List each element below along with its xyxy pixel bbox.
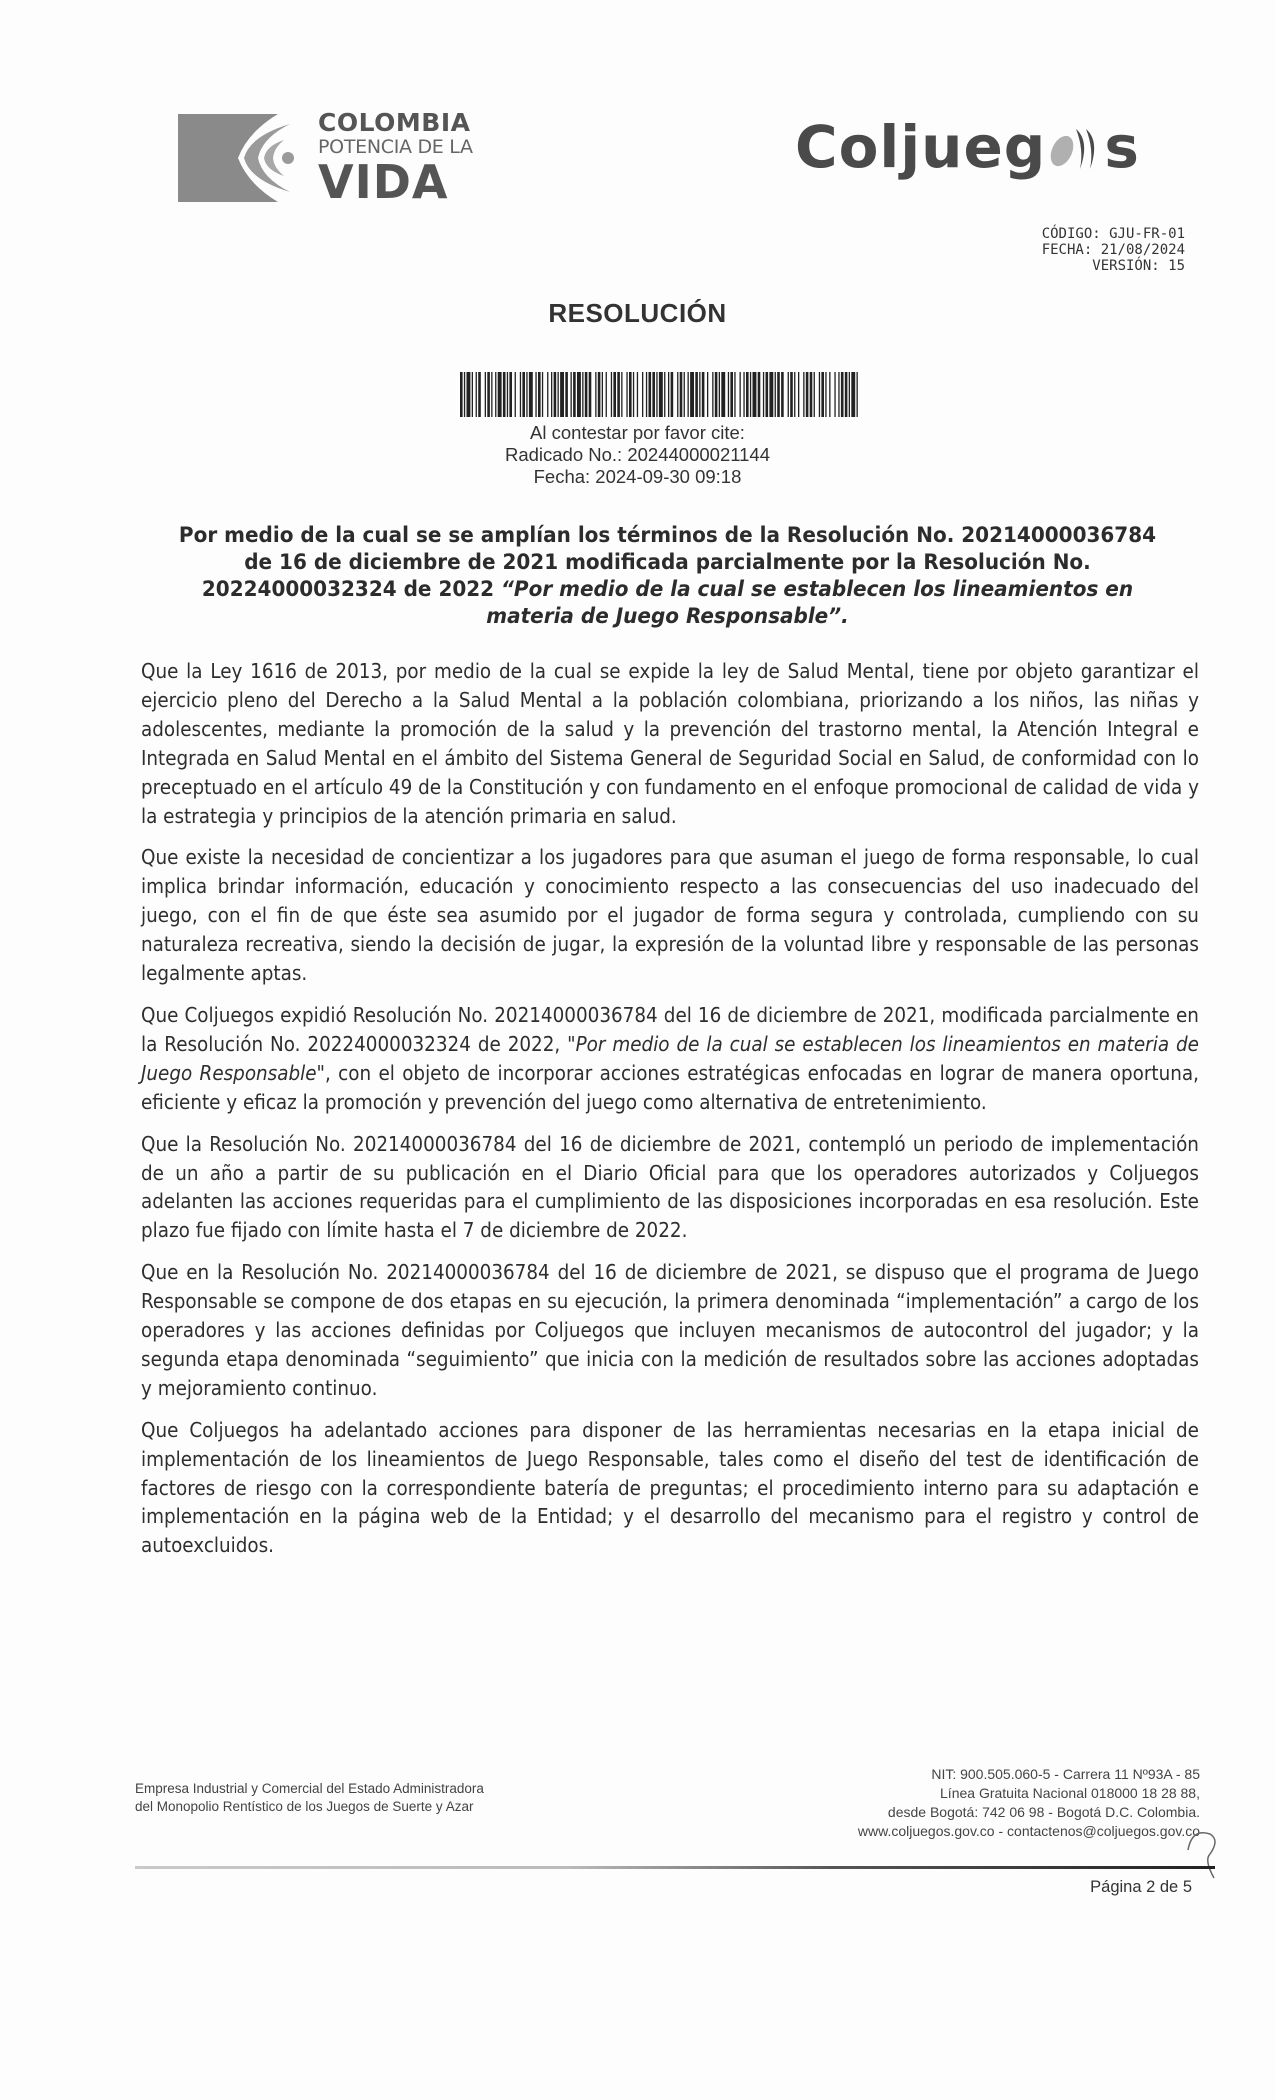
barcode-bar bbox=[712, 372, 713, 417]
barcode-bar bbox=[838, 372, 839, 417]
barcode-bar bbox=[806, 372, 809, 417]
barcode-bar bbox=[821, 372, 824, 417]
barcode-bar bbox=[498, 372, 502, 417]
barcode-bar bbox=[740, 372, 741, 417]
resolution-title-quoted: “Por medio de la cual se establecen los lineamientos en materia de Juego Responsable”. bbox=[486, 577, 1134, 629]
barcode-bar bbox=[788, 372, 789, 417]
barcode-bar bbox=[664, 372, 665, 417]
barcode-bar bbox=[577, 372, 581, 417]
barcode-bar bbox=[845, 372, 848, 417]
barcode-bar bbox=[589, 372, 592, 417]
radicado-block bbox=[0, 422, 1275, 488]
document-type-heading: RESOLUCIÓN bbox=[548, 298, 727, 328]
paragraph-necesidad: Que existe la necesidad de concientizar a los jugadores para que asuman el juego de forma responsable, lo cual implica brindar información, educación y conocimiento respecto a las consecuencias del uso inadecuado del juego, con el fin de que éste sea asumido por el jugador de forma segura y controlada, cumpliendo con su naturaleza recreativa, siendo la decisión de jugar, la expresión de la voluntad libre y responsable de las personas legalmente aptas. bbox=[141, 845, 1199, 986]
document-version: VERSIÓN: 15 bbox=[1092, 258, 1185, 274]
barcode-bar bbox=[769, 372, 773, 417]
barcode-bar bbox=[750, 372, 751, 417]
barcode-bar bbox=[495, 372, 496, 417]
barcode-bar bbox=[535, 372, 536, 417]
barcode-bar bbox=[699, 372, 700, 417]
barcode-bar bbox=[515, 372, 516, 417]
logo-line-colombia: COLOMBIA bbox=[318, 108, 471, 137]
radicado-number: Radicado No.: 20244000021144 bbox=[504, 444, 771, 465]
barcode-bar bbox=[743, 372, 744, 417]
barcode-bar bbox=[571, 372, 572, 417]
barcode-bar bbox=[633, 372, 634, 417]
resolution-title-text: Por medio de la cual se se amplían los términos de la Resolución No. 20214000036784 de 16 de diciembre de 2021 modificada parcialmente por la Resolución No. 20224000032324 de 2022 bbox=[178, 523, 1157, 602]
barcode-bar bbox=[554, 372, 557, 417]
footer-nit-address: NIT: 900.505.060-5 - Carrera 11 Nº93A - 85 bbox=[931, 1766, 1200, 1782]
document-body bbox=[141, 657, 1199, 1573]
document-control-info bbox=[1042, 226, 1185, 274]
barcode-bar bbox=[491, 372, 492, 417]
barcode-bar bbox=[730, 372, 733, 417]
barcode-bar bbox=[734, 372, 735, 417]
barcode-bar bbox=[582, 372, 583, 417]
barcode-bar bbox=[464, 372, 465, 417]
barcode-bar bbox=[702, 372, 705, 417]
barcode-bar bbox=[526, 372, 527, 417]
barcode-bar bbox=[503, 372, 506, 417]
barcode-bar bbox=[613, 372, 616, 417]
barcode-bar bbox=[478, 372, 481, 417]
barcode-bar bbox=[595, 372, 596, 417]
paragraph-periodo-implementacion: Que la Resolución No. 20214000036784 del 16 de diciembre de 2021, contempló un periodo de implementación de un año a partir de su publicación en el Diario Oficial para que los operadores autorizados y Coljuegos adelanten las acciones requeridas para el cumplimiento de las disposiciones incorporadas en esa resolución. Este plazo fue fijado con límite hasta el 7 de diciembre de 2022. bbox=[141, 1131, 1199, 1243]
barcode-bar bbox=[777, 372, 780, 417]
barcode-bar bbox=[841, 372, 844, 417]
barcode-bar bbox=[746, 372, 749, 417]
barcode-bar bbox=[659, 372, 663, 417]
barcode-bar bbox=[509, 372, 512, 417]
colombia-potencia-de-la-vida-logo bbox=[178, 108, 498, 209]
footer-web-email: www.coljuegos.gov.co - contactenos@coljuegos.gov.co bbox=[857, 1823, 1200, 1839]
barcode-bar bbox=[766, 372, 769, 417]
barcode-bar bbox=[621, 372, 622, 417]
barcode-bar bbox=[721, 372, 725, 417]
barcode-bar bbox=[798, 372, 799, 417]
barcode-bar bbox=[656, 372, 657, 417]
paragraph-ley-1616: Que la Ley 1616 de 2013, por medio de la cual se expide la ley de Salud Mental, tiene por objeto garantizar el ejercicio pleno del Derecho a la Salud Mental a la población colombiana, priorizando a los niños, las niñas y adolescentes, mediante la promoción de la salud y la prevención del trastorno mental, la Atención Integral e Integrada en Salud Mental en el ámbito del Sistema General de Seguridad Social en Salud, de conformidad con lo preceptuado en el artículo 49 de la Constitución y con fundamento en el enfoque promocional de calidad de vida y la estrategia y principios de la atención primaria en salud. bbox=[141, 659, 1199, 828]
barcode-bar bbox=[695, 372, 698, 417]
paragraph-herramientas: Que Coljuegos ha adelantado acciones para disponer de las herramientas necesarias en la etapa inicial de implementación de los lineamientos de Juego Responsable, tales como el diseño del test de identificación de factores de riesgo con la correspondiente batería de preguntas; el procedimiento interno para su adaptación e implementación en la página web de la Entidad; y el desarrollo del mecanismo para el registro y control de autoexcluidos. bbox=[141, 1417, 1199, 1558]
paragraph-text: Que Coljuegos expidió Resolución No. 20214000036784 del 16 de diciembre de 2021, modificada parcialmente en la Resolución No. 20224000032324 de 2022, bbox=[141, 1002, 1199, 1056]
barcode-bar bbox=[719, 372, 720, 417]
barcode-bar bbox=[758, 372, 761, 417]
coljuegos-logo-text-end: s bbox=[1104, 113, 1140, 181]
footer-company-description bbox=[135, 1780, 484, 1816]
coljuegos-logo bbox=[795, 112, 1175, 182]
barcode-bar bbox=[728, 372, 729, 417]
barcode-bar bbox=[825, 372, 826, 417]
barcode-bar bbox=[715, 372, 718, 417]
barcode-bar bbox=[677, 372, 678, 417]
barcode-bar bbox=[849, 372, 850, 417]
barcode-bar bbox=[680, 372, 683, 417]
logo-line-vida: VIDA bbox=[318, 155, 449, 209]
barcode-bar bbox=[551, 372, 552, 417]
paragraph-etapas: Que en la Resolución No. 20214000036784 del 16 de diciembre de 2021, se dispuso que el programa de Juego Responsable se compone de dos etapas en su ejecución, la primera denominada “implementación” a cargo de los operadores y las acciones definidas por Coljuegos que incluyen mecanismos de autocontrol del jugador; y la segunda etapa denominada “seguimiento” que inicia con la medición de resultados sobre las acciones adoptadas y mejoramiento continuo. bbox=[141, 1260, 1199, 1400]
barcode-bar bbox=[565, 372, 568, 417]
barcode-bar bbox=[690, 372, 694, 417]
barcode-bar bbox=[829, 372, 830, 417]
handwritten-mark-icon bbox=[1180, 1820, 1225, 1880]
barcode-bar bbox=[810, 372, 813, 417]
barcode-bar bbox=[573, 372, 576, 417]
barcode bbox=[460, 372, 860, 417]
barcode-bar bbox=[522, 372, 525, 417]
barcode-bar bbox=[851, 372, 855, 417]
barcode-bar bbox=[611, 372, 612, 417]
barcode-bar bbox=[560, 372, 564, 417]
barcode-bar bbox=[642, 372, 643, 417]
paragraph-quoted-title: "Por medio de la cual se establecen los lineamientos en materia de Juego Responsable" bbox=[141, 1031, 1199, 1085]
barcode-bar bbox=[707, 372, 708, 417]
coljuegos-swoosh-icon bbox=[1046, 123, 1104, 173]
barcode-bar bbox=[753, 372, 757, 417]
barcode-bar bbox=[520, 372, 521, 417]
barcode-bar bbox=[857, 372, 858, 417]
barcode-bar bbox=[819, 372, 820, 417]
barcode-bar bbox=[688, 372, 689, 417]
footer-left-line: del Monopolio Rentístico de los Juegos de Suerte y Azar bbox=[135, 1799, 474, 1814]
barcode-bar bbox=[763, 372, 764, 417]
footer-phone-bogota: desde Bogotá: 742 06 98 - Bogotá D.C. Colombia. bbox=[887, 1804, 1200, 1820]
paragraph-text: , con el objeto de incorporar acciones estratégicas enfocadas en lograr de manera oportuna, eficiente y eficaz la promoción y prevención del juego como alternativa de entretenimiento. bbox=[141, 1060, 1199, 1114]
footer-divider bbox=[135, 1866, 1215, 1869]
barcode-bar bbox=[485, 372, 486, 417]
barcode-bar bbox=[671, 372, 674, 417]
paragraph-coljuegos-expidio bbox=[141, 1001, 1199, 1117]
footer-contact-info bbox=[858, 1765, 1200, 1841]
coljuegos-logo-text-start: Coljueg bbox=[795, 113, 1047, 181]
barcode-bar bbox=[646, 372, 647, 417]
barcode-bar bbox=[775, 372, 776, 417]
barcode-bar bbox=[542, 372, 543, 417]
barcode-bar bbox=[668, 372, 669, 417]
barcode-bar bbox=[803, 372, 804, 417]
barcode-bar bbox=[617, 372, 620, 417]
barcode-bar bbox=[547, 372, 548, 417]
barcode-bar bbox=[460, 372, 463, 417]
colombia-emblem-icon bbox=[178, 114, 296, 202]
barcode-bar bbox=[649, 372, 652, 417]
barcode-bar bbox=[472, 372, 473, 417]
barcode-bar bbox=[652, 372, 655, 417]
barcode-bar bbox=[606, 372, 607, 417]
barcode-bar bbox=[684, 372, 685, 417]
document-date: FECHA: 21/08/2024 bbox=[1041, 242, 1185, 258]
cite-label: Al contestar por favor cite: bbox=[530, 422, 745, 443]
barcode-bar bbox=[834, 372, 835, 417]
barcode-bar bbox=[629, 372, 632, 417]
barcode-bar bbox=[781, 372, 784, 417]
barcode-bar bbox=[507, 372, 508, 417]
page-number: Página 2 de 5 bbox=[1090, 1878, 1192, 1896]
barcode-bar bbox=[467, 372, 471, 417]
barcode-bar bbox=[487, 372, 490, 417]
footer-phone-national: Línea Gratuita Nacional 018000 18 28 88, bbox=[940, 1785, 1200, 1801]
barcode-bar bbox=[637, 372, 638, 417]
barcode-bar bbox=[529, 372, 533, 417]
radicado-date: Fecha: 2024-09-30 09:18 bbox=[533, 466, 742, 487]
barcode-bar bbox=[794, 372, 795, 417]
barcode-bar bbox=[790, 372, 793, 417]
barcode-bar bbox=[598, 372, 601, 417]
document-code: CÓDIGO: GJU-FR-01 bbox=[1041, 226, 1185, 242]
resolution-title bbox=[177, 522, 1158, 630]
logo-line-potencia: POTENCIA DE LA bbox=[318, 136, 473, 158]
barcode-bar bbox=[476, 372, 477, 417]
footer-left-line: Empresa Industrial y Comercial del Estado Administradora bbox=[135, 1781, 484, 1796]
barcode-bar bbox=[585, 372, 588, 417]
barcode-bar bbox=[538, 372, 541, 417]
barcode-bar bbox=[602, 372, 603, 417]
barcode-bar bbox=[814, 372, 815, 417]
barcode-bar bbox=[558, 372, 559, 417]
barcode-bar bbox=[626, 372, 627, 417]
